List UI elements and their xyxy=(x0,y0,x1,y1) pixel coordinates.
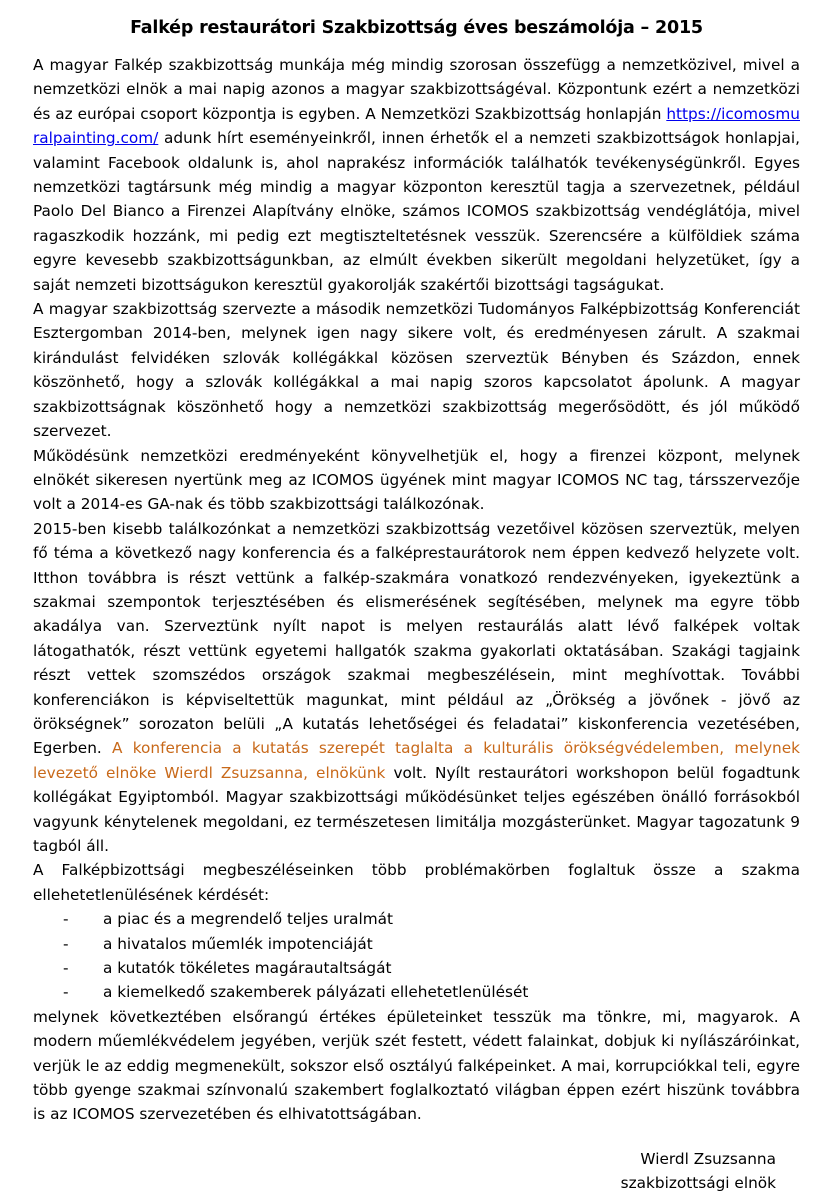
paragraph-2015-activities-text-part2: volt. Nyílt restaurátori workshopon belül fogadtunk kollégákat Egyiptomból. Magyar szakbizottsági működésünket teljes egészében önálló forrásokból vagyunk kénytelenek megoldani, ez természetesen limitálja mozgásterünket. Magyar tagozatunk 9 tagból áll. xyxy=(33,763,800,855)
list-item xyxy=(33,932,800,956)
paragraph-conference-esztergom: A magyar szakbizottság szervezte a második nemzetközi Tudományos Falképbizottság Konferenciát Esztergomban 2014-ben, melynek igen nagy sikere volt, és eredményesen zárult. A szakmai kirándulást felvidéken szlovák kollégákkal közösen szerveztük Bényben és Százdon, ennek köszönhető, hogy a szlovák kollégákkal a mai napig szoros kapcsolatot ápolunk. A magyar szakbizottságnak köszönhető hogy a nemzetközi szakbizottság megerősödött, és jól működő szervezet. xyxy=(33,300,800,441)
bullet-dash-icon: - xyxy=(63,910,69,929)
list-item xyxy=(33,980,800,1004)
list-item xyxy=(33,907,800,931)
list-item-label: a kutatók tökéletes magárautaltságát xyxy=(103,959,392,978)
paragraph-intro xyxy=(33,53,800,297)
page-title: Falkép restaurátori Szakbizottság éves beszámolója – 2015 xyxy=(130,18,703,38)
paragraph-intro-text-after-link: adunk hírt eseményeinkről, innen érhetők el a nemzeti szakbizottságok honlapjai, valamint Facebook oldalunk is, ahol naprakész információk találhatók tevékenységünkről. Egyes nemzetközi tagtársunk még mindig a magyar központon keresztül tagja a szervezetnek, például Paolo Del Bianco a Firenzei Alapítvány elnöke, számos ICOMOS szakbizottság vendéglátója, mivel ragaszkodik hozzánk, mi pedig ezt megtiszteltetésnek vesszük. Szerencsére a külföldiek száma egyre kevesebb szakbizottságunkban, az elmúlt években sikerült megoldani helyzetüket, így a saját nemzeti bizottságukon keresztül gyakorolják szakértői bizottsági tagságukat. xyxy=(33,129,800,294)
signature-role: szakbizottsági elnök xyxy=(620,1174,776,1193)
paragraph-international-results: Működésünk nemzetközi eredményeként könyvelhetjük el, hogy a firenzei központ, melynek elnökét sikeresen nyertünk meg az ICOMOS ügyének mint magyar ICOMOS NC tag, társszervezője volt a 2014-es GA-nak és több szakbizottsági találkozónak. xyxy=(33,446,800,514)
paragraph-problems-intro: A Falképbizottsági megbeszéléseinken több problémakörben foglaltuk össze a szakma ellehetetlenülésének kérdését: xyxy=(33,861,800,904)
paragraph-intro-text-before-link: A magyar Falkép szakbizottság munkája még mindig szorosan összefügg a nemzetközivel, mivel a nemzetközi elnök a mai napig azonos a magyar szakbizottságéval. Központunk ezért a nemzetközi és az európai csoport központja is egyben. A Nemzetközi Szakbizottság honlapján xyxy=(33,56,800,123)
bullet-dash-icon: - xyxy=(63,959,69,978)
paragraph-2015-activities-text-part1: 2015-ben kisebb találkozónkat a nemzetközi szakbizottság vezetőivel közösen szerveztük, melyen fő téma a következő nagy konferencia és a falképrestaurátorok nem éppen kedvező helyzete volt. Itthon továbbra is részt vettünk a falkép-szakmára vonatkozó rendezvényeken, igyekeztünk a szakmai szempontok terjesztésében és elismerésének segítésében, melynek ma egyre több akadálya van. Szerveztünk nyílt napot is melyen restaurálás alatt lévő falképek voltak látogathatók, részt vettünk egyetemi hallgatók szakma gyakorlati oktatásában. Szakági tagjaink részt vettek szomszédos országok szakmai megbeszélésein, mint meghívottak. További konferenciákon is képviseltettük magunkat, mint például az „Örökség a jövőnek - jövő az örökségnek” sorozaton belüli „A kutatás lehetőségei és feladatai” kiskonferencia vezetésében, Egerben. xyxy=(33,519,800,758)
problems-bullet-list xyxy=(33,907,800,1005)
paragraph-2015-activities xyxy=(33,517,800,859)
icomos-muralpainting-link[interactable]: https://icomosmuralpainting.com/ xyxy=(33,104,800,148)
bullet-dash-icon: - xyxy=(63,983,69,1002)
list-item-label: a hivatalos műemlék impotenciáját xyxy=(103,934,373,953)
bullet-dash-icon: - xyxy=(63,934,69,953)
highlighted-sentence: A konferencia a kutatás szerepét taglalta a kulturális örökségvédelemben, melynek levezető elnöke Wierdl Zsuzsanna, elnökünk xyxy=(33,739,800,782)
signature-block xyxy=(33,1147,800,1196)
paragraph-conclusion: melynek következtében elsőrangú értékes épületeinket tesszük ma tönkre, mi, magyarok. A modern műemlékvédelem jegyében, verjük szét festett, védett falainkat, dobjuk ki nyílászáróinkat, verjük le az eddig megmenekült, sokszor első osztályú falképeinket. A mai, korrupciókkal teli, egyre több gyenge szakmai színvonalú szakembert foglalkoztató világban éppen ezért hiszünk továbbra is az ICOMOS szervezetében és elhivatottságában. xyxy=(33,1007,800,1124)
signature-name: Wierdl Zsuzsanna xyxy=(640,1149,776,1168)
list-item xyxy=(33,956,800,980)
list-item-label: a piac és a megrendelő teljes uralmát xyxy=(103,910,394,929)
list-item-label: a kiemelkedő szakemberek pályázati ellehetetlenülését xyxy=(103,983,529,1002)
